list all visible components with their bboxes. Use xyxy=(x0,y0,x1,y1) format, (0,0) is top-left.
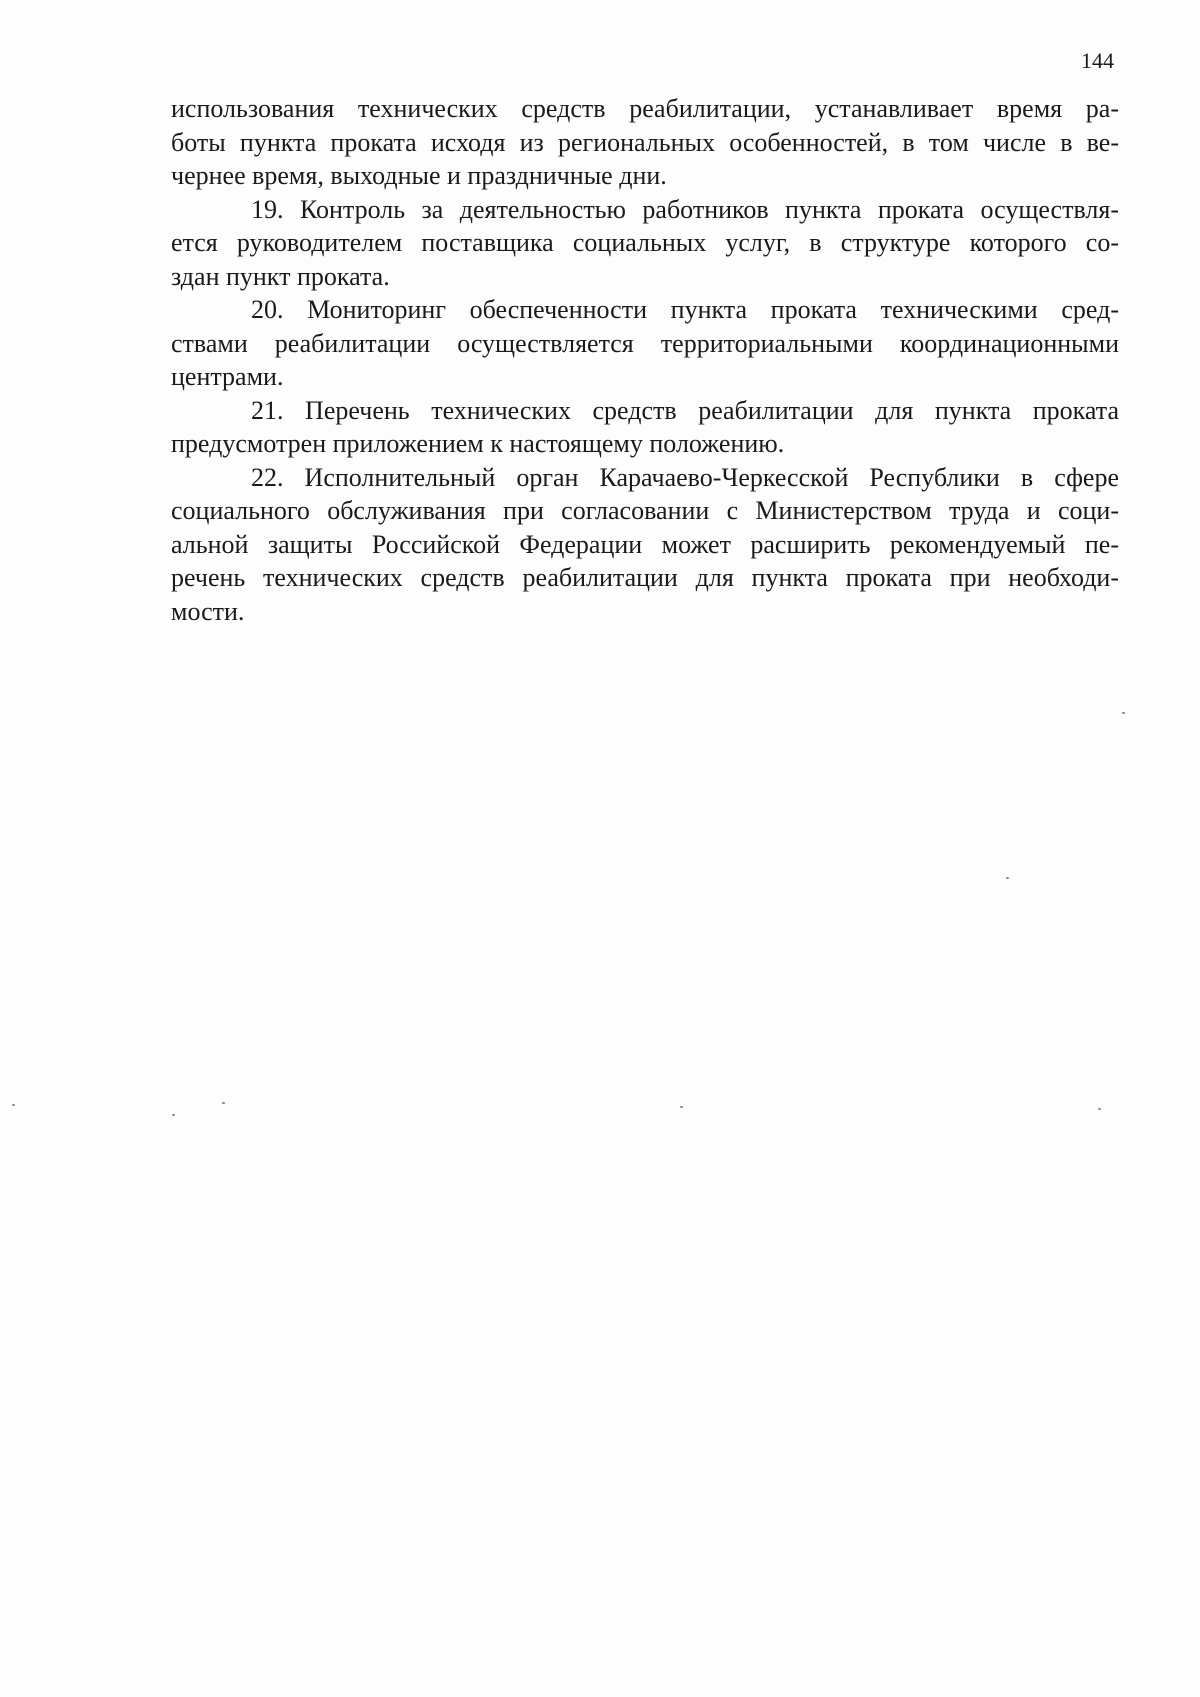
paragraph-continuation xyxy=(171,92,1119,193)
document-body xyxy=(171,92,1119,628)
text-line: чернее время, выходные и праздничные дни. xyxy=(171,161,667,190)
scan-speck xyxy=(680,1106,683,1108)
text-line: использования технических средств реабилитации, устанавливает время ра- xyxy=(171,94,1119,123)
text-line: мости. xyxy=(171,596,245,626)
scan-speck xyxy=(1122,712,1125,714)
text-line: речень технических средств реабилитации для пункта проката при необходи- xyxy=(171,563,1119,592)
text-line: 21. Перечень технических средств реабилитации для пункта проката xyxy=(251,395,1119,425)
paragraph-19 xyxy=(171,193,1119,294)
scan-speck xyxy=(12,1104,15,1106)
text-line: центрами. xyxy=(171,362,284,391)
text-line: ствами реабилитации осуществляется территориальными координационными xyxy=(171,328,1119,358)
text-line: предусмотрен приложением к настоящему положению. xyxy=(171,429,785,458)
page-number: 144 xyxy=(1081,48,1114,73)
scan-speck xyxy=(1098,1108,1101,1110)
paragraph-22 xyxy=(171,461,1119,629)
text-line: ется руководителем поставщика социальных услуг, в структуре которого со- xyxy=(171,228,1119,257)
text-line: 19. Контроль за деятельностью работников пункта проката осуществля- xyxy=(251,194,1119,224)
paragraph-20 xyxy=(171,293,1119,394)
paragraph-21 xyxy=(171,394,1119,461)
scan-speck xyxy=(222,1102,225,1104)
text-line: здан пункт проката. xyxy=(171,261,390,291)
text-line: боты пункта проката исходя из региональных особенностей, в том числе в ве- xyxy=(171,127,1119,157)
text-line: 22. Исполнительный орган Карачаево-Черкесской Республики в сфере xyxy=(251,462,1119,492)
scan-speck xyxy=(172,1114,175,1116)
text-line: социального обслуживания при согласовании с Министерством труда и соци- xyxy=(171,496,1119,525)
text-line: 20. Мониторинг обеспеченности пункта проката техническими сред- xyxy=(251,295,1119,324)
text-line: альной защиты Российской Федерации может расширить рекомендуемый пе- xyxy=(171,529,1119,559)
scan-speck xyxy=(1006,877,1009,879)
